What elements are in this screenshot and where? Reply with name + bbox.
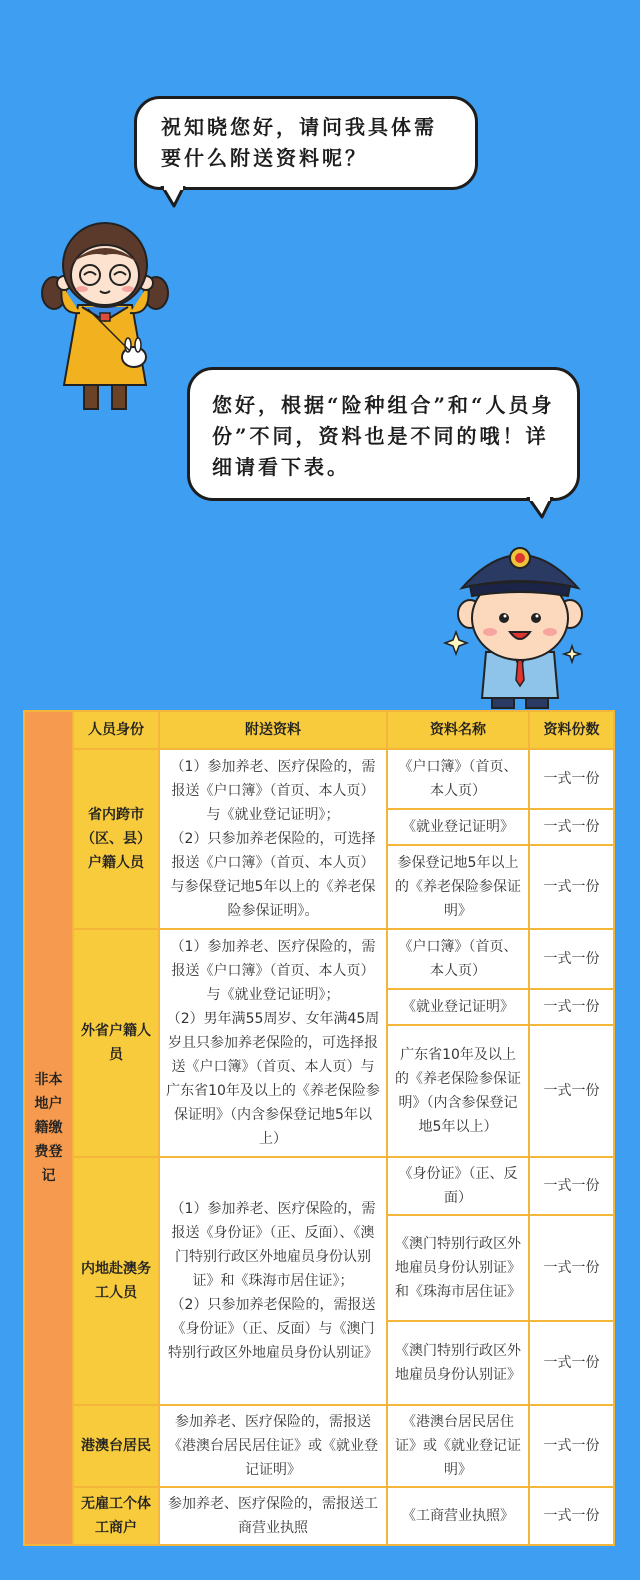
materials-table xyxy=(23,710,615,1546)
copies-cell: 一式一份 xyxy=(529,1215,614,1321)
question-bubble xyxy=(134,96,478,190)
copies-cell: 一式一份 xyxy=(529,989,614,1025)
header-identity: 人员身份 xyxy=(73,711,159,749)
doc-name-cell: 《身份证》（正、反面） xyxy=(387,1157,529,1215)
materials-cell: 参加养老、医疗保险的，需报送《港澳台居民居住证》或《就业登记证明》 xyxy=(159,1405,387,1487)
copies-cell: 一式一份 xyxy=(529,1321,614,1405)
doc-name-cell: 《就业登记证明》 xyxy=(387,989,529,1025)
doc-name-cell: 《就业登记证明》 xyxy=(387,809,529,845)
copies-cell: 一式一份 xyxy=(529,1157,614,1215)
copies-cell: 一式一份 xyxy=(529,1405,614,1487)
header-materials: 附送资料 xyxy=(159,711,387,749)
identity-cell: 内地赴澳务工人员 xyxy=(73,1157,159,1405)
doc-name-cell: 广东省10年及以上的《养老保险参保证明》（内含参保登记地5年以上） xyxy=(387,1025,529,1157)
materials-cell: （1）参加养老、医疗保险的，需报送《户口簿》（首页、本人页）与《就业登记证明》； （2）男年满55周岁、女年满45周岁且只参加养老保险的，可选择报送《户口簿》（首页、本人页）与广东省10年及以上的《养老保险参保证明》（内含参保登记地5年以上） xyxy=(159,929,387,1157)
answer-bubble-tail xyxy=(526,497,560,519)
copies-cell: 一式一份 xyxy=(529,845,614,929)
doc-name-cell: 《澳门特别行政区外地雇员身份认别证》 xyxy=(387,1321,529,1405)
materials-cell: （1）参加养老、医疗保险的，需报送《户口簿》（首页、本人页）与《就业登记证明》； （2）只参加养老保险的，可选择报送《户口簿》（首页、本人页）与参保登记地5年以上的《养老保险参保证明》。 xyxy=(159,749,387,929)
materials-cell: （1）参加养老、医疗保险的，需报送《身份证》（正、反面）、《澳门特别行政区外地雇员身份认别证》和《珠海市居住证》； （2）只参加养老保险的，需报送《身份证》（正、反面）与《澳门特别行政区外地雇员身份认别证》 xyxy=(159,1157,387,1405)
answer-bubble xyxy=(187,367,580,501)
copies-cell: 一式一份 xyxy=(529,809,614,845)
doc-name-cell: 《港澳台居民居住证》或《就业登记证明》 xyxy=(387,1405,529,1487)
copies-cell: 一式一份 xyxy=(529,929,614,989)
identity-cell: 省内跨市（区、县）户籍人员 xyxy=(73,749,159,929)
header-doc-name: 资料名称 xyxy=(387,711,529,749)
answer-text: 您好，根据“险种组合”和“人员身份”不同，资料也是不同的哦！详细请看下表。 xyxy=(212,393,555,479)
question-text: 祝知晓您好，请问我具体需要什么附送资料呢？ xyxy=(161,115,437,170)
copies-cell: 一式一份 xyxy=(529,749,614,809)
materials-cell: 参加养老、医疗保险的，需报送工商营业执照 xyxy=(159,1487,387,1545)
category-label: 非本地户籍缴费登记 xyxy=(34,1072,63,1184)
sparkle-icon xyxy=(445,632,467,654)
identity-cell: 无雇工个体工商户 xyxy=(73,1487,159,1545)
sparkle-icon xyxy=(564,646,580,662)
doc-name-cell: 《户口簿》（首页、本人页） xyxy=(387,749,529,809)
category-cell xyxy=(24,711,73,1545)
copies-cell: 一式一份 xyxy=(529,1025,614,1157)
doc-name-cell: 《户口簿》（首页、本人页） xyxy=(387,929,529,989)
doc-name-cell: 参保登记地5年以上的《养老保险参保证明》 xyxy=(387,845,529,929)
girl-character-icon xyxy=(40,205,170,420)
doc-name-cell: 《工商营业执照》 xyxy=(387,1487,529,1545)
tax-officer-character-icon xyxy=(440,528,600,710)
header-copies: 资料份数 xyxy=(529,711,614,749)
copies-cell: 一式一份 xyxy=(529,1487,614,1545)
doc-name-cell: 《澳门特别行政区外地雇员身份认别证》和《珠海市居住证》 xyxy=(387,1215,529,1321)
identity-cell: 港澳台居民 xyxy=(73,1405,159,1487)
identity-cell: 外省户籍人员 xyxy=(73,929,159,1157)
